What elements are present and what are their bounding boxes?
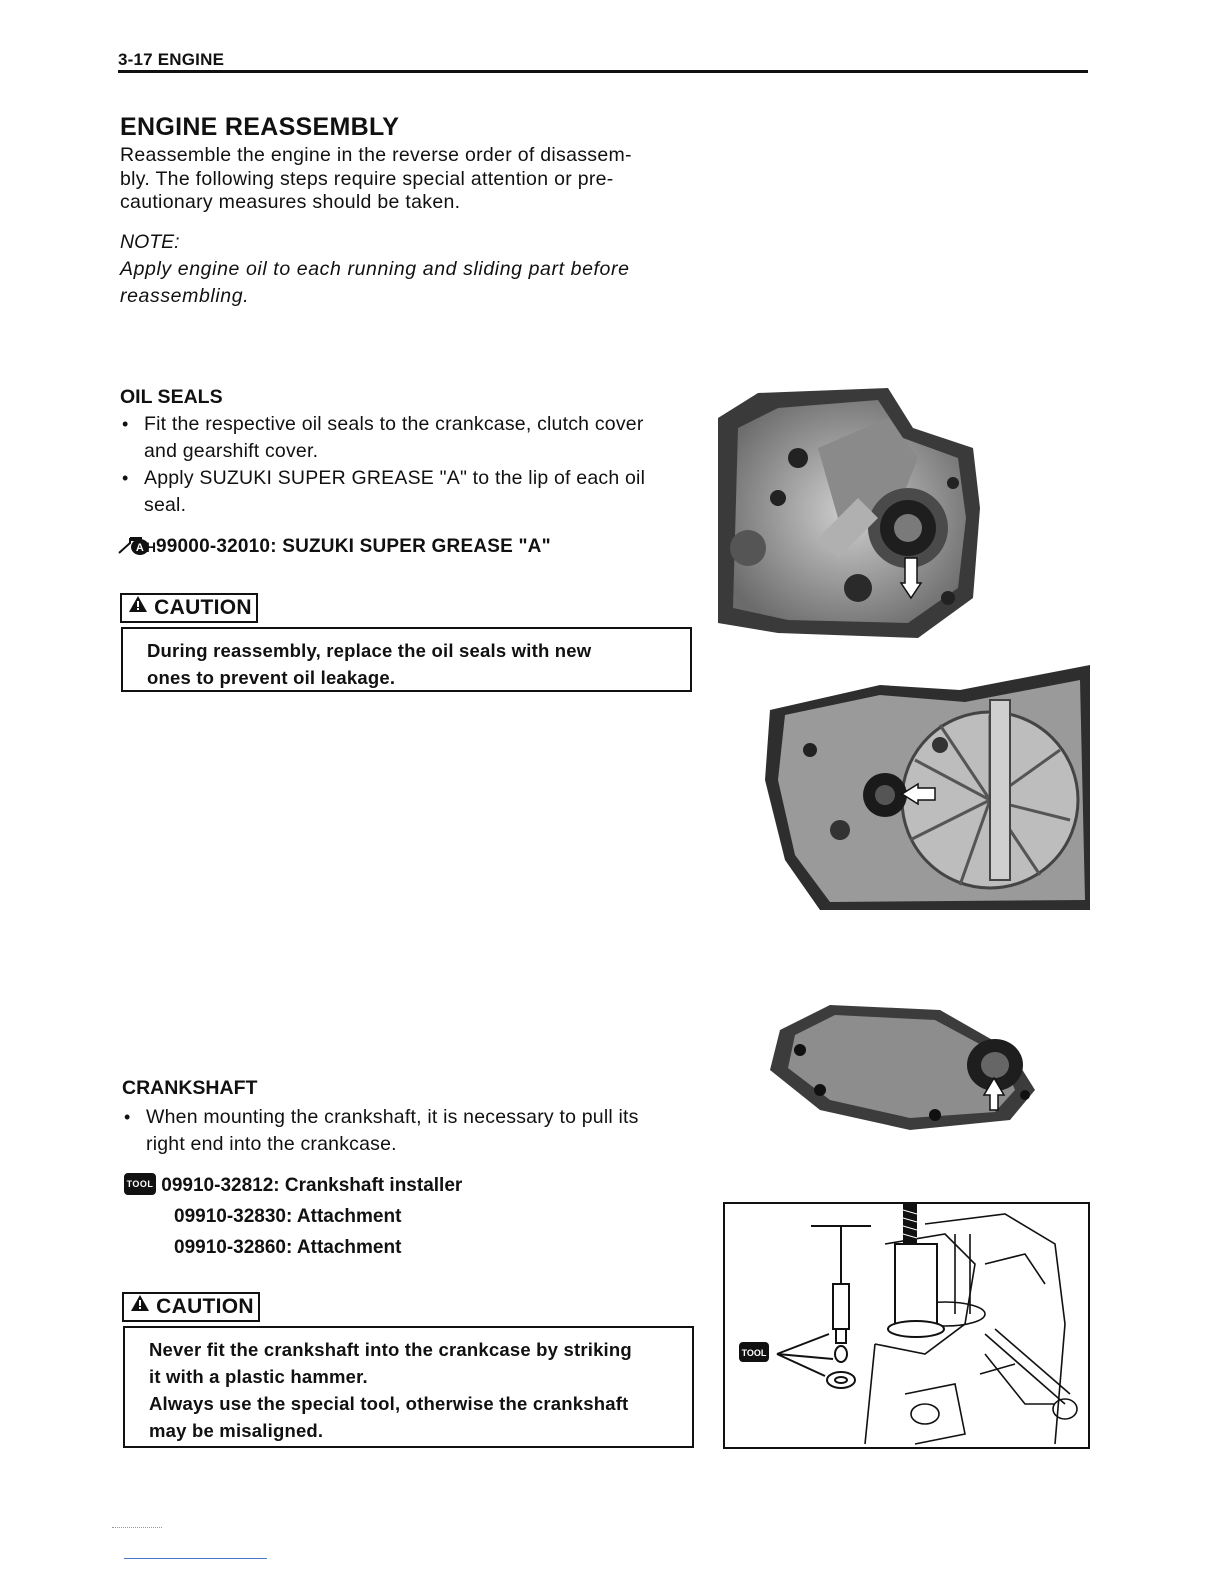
crankshaft-tools (124, 1170, 462, 1263)
intro-paragraph (120, 144, 700, 215)
tool-spec: 09910-32830: Attachment (174, 1206, 402, 1227)
tool-row (124, 1170, 462, 1201)
oil-seals-bullets (120, 411, 710, 519)
intro-line: cautionary measures should be taken. (120, 191, 461, 213)
note-label: NOTE: (120, 231, 180, 253)
bullet-line: • When mounting the crankshaft, it is necessary to pull its (146, 1106, 639, 1128)
grease-spec-text: 99000-32010: SUZUKI SUPER GREASE "A" (156, 536, 551, 558)
divider (112, 1527, 162, 1529)
gearshift-cover-oil-seal-photo (760, 990, 1040, 1170)
crankshaft-installer-illustration (723, 1202, 1090, 1449)
oil-seals-caution-box (121, 627, 692, 692)
caution-label: CAUTION (154, 596, 252, 619)
crankshaft-bullets (122, 1104, 712, 1158)
caution-line: ones to prevent oil leakage. (147, 667, 396, 688)
crankcase-oil-seal-photo (718, 388, 988, 638)
list-item (120, 411, 710, 465)
note-line: reassembling. (120, 285, 250, 307)
page-header: 3-17 ENGINE (118, 50, 225, 69)
tool-icon: TOOL (124, 1173, 156, 1195)
tool-spec: 09910-32812: Crankshaft installer (161, 1175, 463, 1196)
bullet-line: and gearshift cover. (144, 440, 319, 462)
tool-row (124, 1201, 462, 1232)
caution-line: Never fit the crankshaft into the crankcase by striking (149, 1339, 632, 1360)
note-line: Apply engine oil to each running and sliding part before (120, 258, 630, 280)
oil-seals-heading: OIL SEALS (120, 386, 223, 408)
header-rule (118, 70, 1088, 73)
grease-letter: A (135, 542, 145, 554)
note-text (120, 256, 720, 310)
bullet-line: • Fit the respective oil seals to the crankcase, clutch cover (144, 413, 644, 435)
clutch-cover-oil-seal-photo (760, 660, 1090, 910)
footer-link-underline (124, 1558, 267, 1559)
illustration-tool-label: TOOL (741, 1348, 767, 1358)
crankshaft-caution-tag (122, 1292, 260, 1322)
tool-spec: 09910-32860: Attachment (174, 1237, 402, 1258)
caution-line: may be misaligned. (149, 1420, 324, 1441)
crankshaft-heading: CRANKSHAFT (122, 1077, 258, 1099)
intro-line: Reassemble the engine in the reverse order of disassem- (120, 144, 632, 166)
caution-label: CAUTION (156, 1295, 254, 1318)
caution-line: it with a plastic hammer. (149, 1366, 368, 1387)
grease-suffix: H (145, 539, 156, 555)
caution-line: During reassembly, replace the oil seals with new (147, 640, 592, 661)
grease-spec (118, 536, 551, 558)
list-item (120, 465, 710, 519)
list-item (122, 1104, 712, 1158)
oil-seals-caution-tag (120, 593, 258, 623)
grease-A-icon (118, 534, 156, 556)
warning-triangle-icon (130, 1293, 150, 1318)
bullet-line: seal. (144, 494, 187, 516)
bullet-line: • Apply SUZUKI SUPER GREASE "A" to the lip of each oil (144, 467, 646, 489)
intro-line: bly. The following steps require special attention or pre- (120, 167, 614, 190)
tool-row (124, 1232, 462, 1263)
caution-line: Always use the special tool, otherwise the crankshaft (149, 1393, 629, 1414)
page-title: ENGINE REASSEMBLY (120, 113, 400, 141)
crankshaft-caution-box (123, 1326, 694, 1448)
warning-triangle-icon (128, 594, 148, 619)
bullet-line: right end into the crankcase. (146, 1133, 397, 1155)
